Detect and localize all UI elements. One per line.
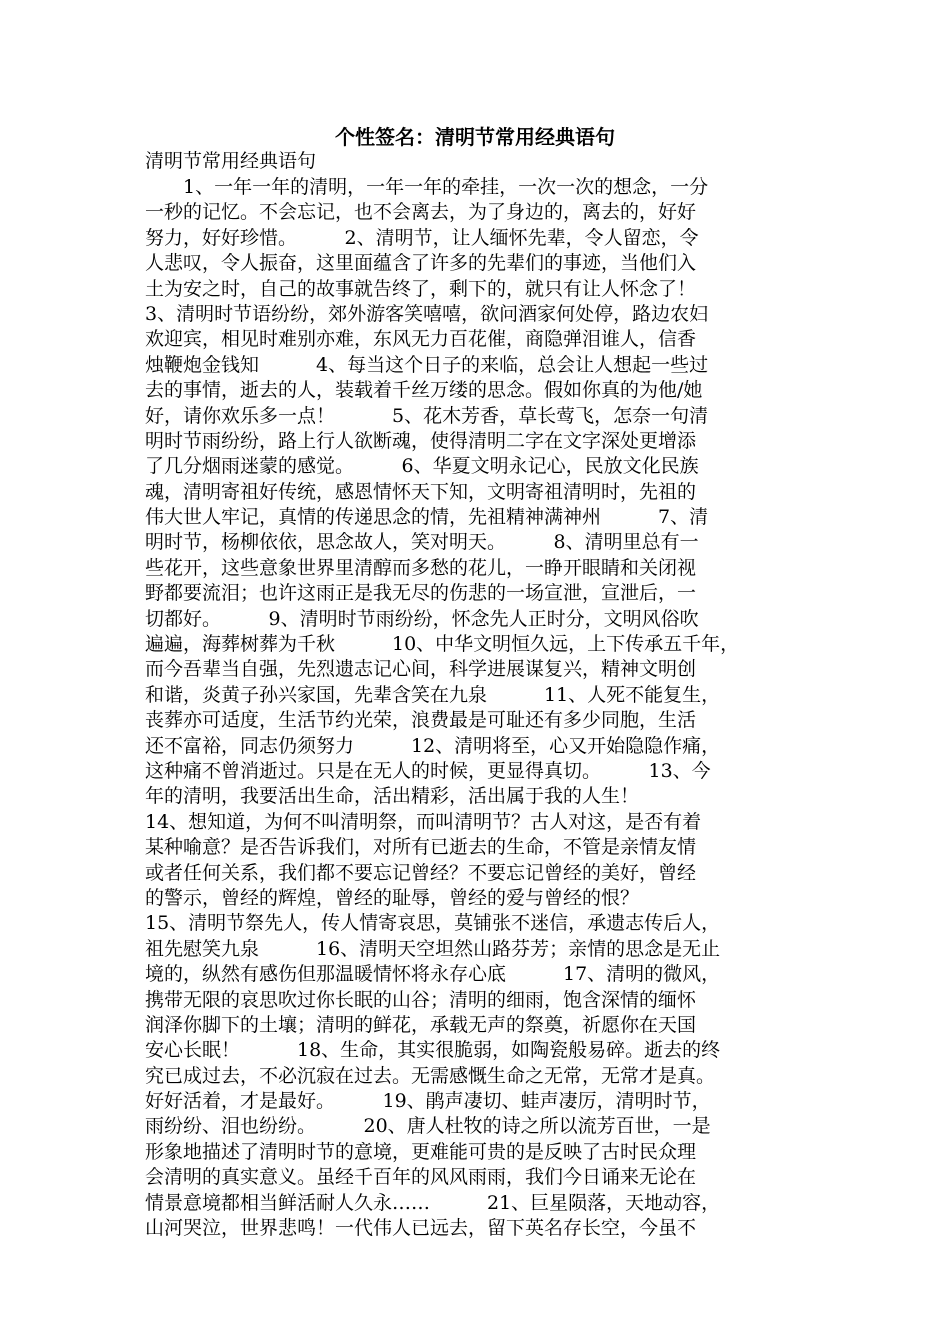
paragraph-line: 祖先慰笑九泉 16、清明天空坦然山路芬芳；亲情的思念是无止	[145, 937, 721, 960]
paragraph-line: 或者任何关系，我们都不要忘记曾经？不要忘记曾经的美好，曾经	[145, 861, 697, 884]
paragraph-line: 了几分烟雨迷蒙的感觉。 6、华夏文明永记心，民放文化民族	[145, 455, 699, 478]
document-body	[145, 175, 805, 1241]
paragraph-line: 安心长眠！ 18、生命，其实很脆弱，如陶瓷般易碎。逝去的终	[145, 1039, 721, 1062]
paragraph-line: 3、清明时节语纷纷，郊外游客笑嘻嘻，欲问酒家何处停，路边农妇	[145, 302, 709, 325]
paragraph-line: 一秒的记忆。不会忘记，也不会离去，为了身边的，离去的，好好	[145, 201, 697, 224]
paragraph-line: 会清明的真实意义。虽经千百年的风风雨雨，我们今日诵来无论在	[145, 1166, 697, 1189]
paragraph-line: 丧葬亦可适度，生活节约光荣，浪费最是可耻还有多少同胞，生活	[145, 709, 697, 732]
paragraph-line: 野都要流泪；也许这雨正是我无尽的伤悲的一场宣泄，宣泄后，一	[145, 582, 697, 605]
paragraph-line: 切都好。 9、清明时节雨纷纷，怀念先人正时分，文明风俗吹	[145, 607, 699, 630]
paragraph-line: 的警示，曾经的辉煌，曾经的耻辱，曾经的爱与曾经的恨？	[145, 886, 640, 909]
document-title: 个性签名：清明节常用经典语句	[335, 125, 615, 149]
paragraph-line: 雨纷纷、泪也纷纷。 20、唐人杜牧的诗之所以流芳百世，一是	[145, 1115, 711, 1138]
paragraph-line: 形象地描述了清明时节的意境，更难能可贵的是反映了古时民众理	[145, 1140, 697, 1163]
paragraph-line: 遍遍，海葬树葬为千秋 10、中华文明恒久远，上下传承五千年，	[145, 633, 740, 656]
paragraph-line: 境的，纵然有感伤但那温暖情怀将永存心底 17、清明的微风，	[145, 963, 721, 986]
paragraph-line: 这种痛不曾消逝过。只是在无人的时候，更显得真切。 13、今	[145, 759, 711, 782]
paragraph-line: 还不富裕，同志仍须努力 12、清明将至，心又开始隐隐作痛，	[145, 734, 721, 757]
paragraph-line: 1、一年一年的清明，一年一年的牵挂，一次一次的想念，一分	[145, 176, 709, 198]
paragraph-line: 烛鞭炮金钱知 4、每当这个日子的来临，总会让人想起一些过	[145, 353, 709, 376]
paragraph-line: 些花开，这些意象世界里清醇而多愁的花儿，一睁开眼睛和关闭视	[145, 556, 697, 579]
paragraph-line: 润泽你脚下的土壤；清明的鲜花，承载无声的祭奠，祈愿你在天国	[145, 1013, 697, 1036]
paragraph-line: 携带无限的哀思吹过你长眠的山谷；清明的细雨，饱含深情的缅怀	[145, 988, 697, 1011]
paragraph-line: 伟大世人牢记，真情的传递思念的情，先祖精神满神州 7、清	[145, 506, 709, 529]
document-subtitle: 清明节常用经典语句	[145, 150, 317, 172]
paragraph-line: 和谐，炎黄子孙兴家国，先辈含笑在九泉 11、人死不能复生，	[145, 683, 721, 706]
paragraph-line: 某种喻意？是否告诉我们，对所有已逝去的生命，不管是亲情友情	[145, 836, 697, 859]
paragraph-line: 去的事情，逝去的人，装载着千丝万缕的思念。假如你真的为他/她	[145, 379, 703, 402]
paragraph-line: 土为安之时，自己的故事就告终了，剩下的，就只有让人怀念了！	[145, 277, 697, 300]
paragraph-line: 欢迎宾，相见时难别亦难，东风无力百花催，商隐弹泪谁人，信香	[145, 328, 697, 351]
paragraph-line: 而今吾辈当自强，先烈遗志记心间，科学进展谋复兴，精神文明创	[145, 658, 697, 681]
paragraph-line: 人悲叹，令人振奋，这里面蕴含了许多的先辈们的事迹，当他们入	[145, 252, 697, 275]
paragraph-line: 山河哭泣，世界悲鸣！一代伟人已远去，留下英名存长空，今虽不	[145, 1217, 697, 1240]
paragraph-line: 究已成过去，不必沉寂在过去。无需感慨生命之无常，无常才是真。	[145, 1064, 716, 1087]
paragraph-line: 明时节雨纷纷，路上行人欲断魂，使得清明二字在文字深处更增添	[145, 429, 697, 452]
paragraph-line: 明时节，杨柳依依，思念故人，笑对明天。 8、清明里总有一	[145, 531, 699, 554]
paragraph-line: 好好活着，才是最好。 19、鹃声凄切、蛙声凄厉，清明时节，	[145, 1090, 711, 1113]
paragraph-line: 14、想知道，为何不叫清明祭，而叫清明节？古人对这，是否有着	[145, 810, 702, 833]
paragraph-line: 情景意境都相当鲜活耐人久永…… 21、巨星陨落，天地动容，	[145, 1191, 721, 1214]
paragraph-line: 15、清明节祭先人，传人情寄哀思，莫铺张不迷信，承遗志传后人，	[145, 912, 721, 935]
paragraph-line: 努力，好好珍惜。 2、清明节，让人缅怀先辈，令人留恋，令	[145, 226, 699, 249]
paragraph-line: 魂，清明寄祖好传统，感恩情怀天下知，文明寄祖清明时，先祖的	[145, 480, 697, 503]
paragraph-line: 年的清明，我要活出生命，活出精彩，活出属于我的人生！	[145, 785, 640, 808]
paragraph-line: 好，请你欢乐多一点！ 5、花木芳香，草长莺飞，怎奈一句清	[145, 404, 709, 427]
